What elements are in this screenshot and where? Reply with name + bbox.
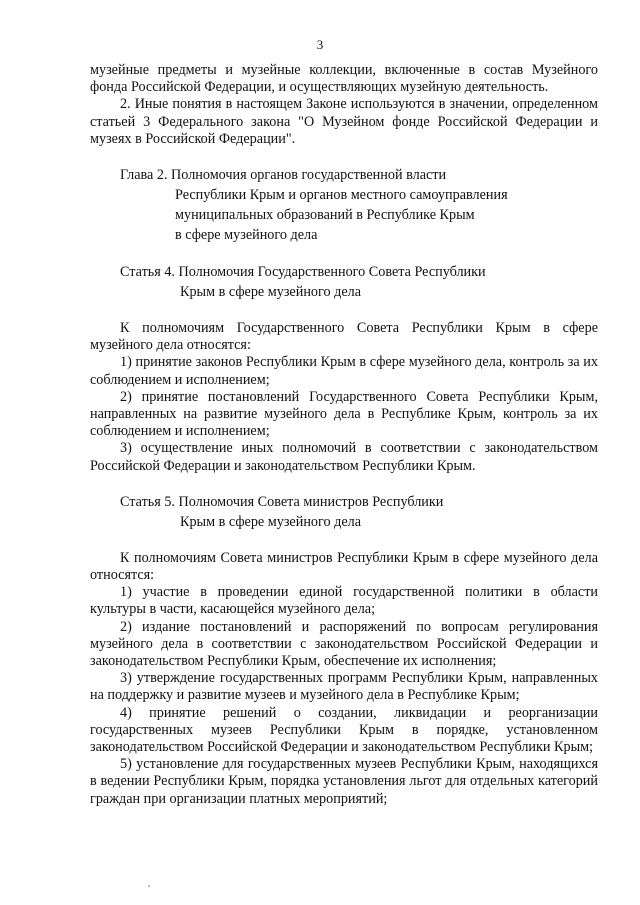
spacer <box>90 302 598 320</box>
chapter-2-heading <box>90 165 598 245</box>
spacer <box>90 245 598 262</box>
intro-paragraph-continuation: музейные предметы и музейные коллекции, включенные в состав Музейного фонда Российской Федерации, и осуществляющих музейную деятельность. <box>90 62 598 96</box>
article-5-title-line: Статья 5. Полномочия Совета министров Республики <box>120 493 444 510</box>
article-5-item-2: 2) издание постановлений и распоряжений по вопросам регулирования музейного дела в соответствии с законодательством Российской Федерации и законодательством Республики Крым, обеспечение их исполнения; <box>90 618 598 670</box>
chapter-2-title-line: Глава 2. Полномочия органов государственной власти <box>120 167 447 184</box>
chapter-2-title-line: муниципальных образований в Республике Крым <box>175 207 475 224</box>
document-body <box>90 62 598 808</box>
article-4-heading <box>90 262 598 302</box>
chapter-2-title-line: в сфере музейного дела <box>175 227 318 244</box>
article-5-item-1: 1) участие в проведении единой государственной политики в области культуры в части, касающейся музейного дела; <box>90 584 598 618</box>
spacer <box>90 148 598 165</box>
page-number: 3 <box>316 37 324 52</box>
article-5-item-5: 5) установление для государственных музеев Республики Крым, находящихся в ведении Республики Крым, порядка установления льгот для отдельных категорий граждан при организации платных мероприятий; <box>90 756 598 807</box>
article-4-title-line: Статья 4. Полномочия Государственного Совета Республики <box>120 264 486 281</box>
article-5-item-3: 3) утверждение государственных программ Республики Крым, направленных на поддержку и развитие музеев и музейного дела в Республике Крым; <box>90 670 598 704</box>
article-5-title-line: Крым в сфере музейного дела <box>180 513 362 530</box>
article-4-paragraph: К полномочиям Государственного Совета Республики Крым в сфере музейного дела относятся: <box>90 320 598 354</box>
spacer <box>90 475 598 492</box>
spacer <box>90 532 598 550</box>
article-5-heading <box>90 492 598 532</box>
article-5-paragraph: К полномочиям Совета министров Республики Крым в сфере музейного дела относятся: <box>90 549 598 584</box>
scan-speck <box>148 885 150 887</box>
intro-paragraph-definitions: 2. Иные понятия в настоящем Законе используются в значении, определенном статьей 3 Федерального закона "О Музейном фонде Российской Федерации и музеях в Российской Федерации". <box>90 96 598 147</box>
article-4-item-3: 3) осуществление иных полномочий в соответствии с законодательством Российской Федерации и законодательством Республики Крым. <box>90 440 598 474</box>
article-4-item-1: 1) принятие законов Республики Крым в сфере музейного дела, контроль за их соблюдением и исполнением; <box>90 354 598 388</box>
article-4-item-2: 2) принятие постановлений Государственного Совета Республики Крым, направленных на развитие музейного дела в Республике Крым, контроль за их соблюдением и исполнением; <box>90 388 598 440</box>
chapter-2-title-line: Республики Крым и органов местного самоуправления <box>175 187 508 204</box>
article-5-item-4: 4) принятие решений о создании, ликвидации и реорганизации государственных музеев Республики Крым в порядке, установленном законодательством Российской Федерации и законодательством Республики Крым; <box>90 704 598 756</box>
article-4-title-line: Крым в сфере музейного дела <box>180 284 362 301</box>
